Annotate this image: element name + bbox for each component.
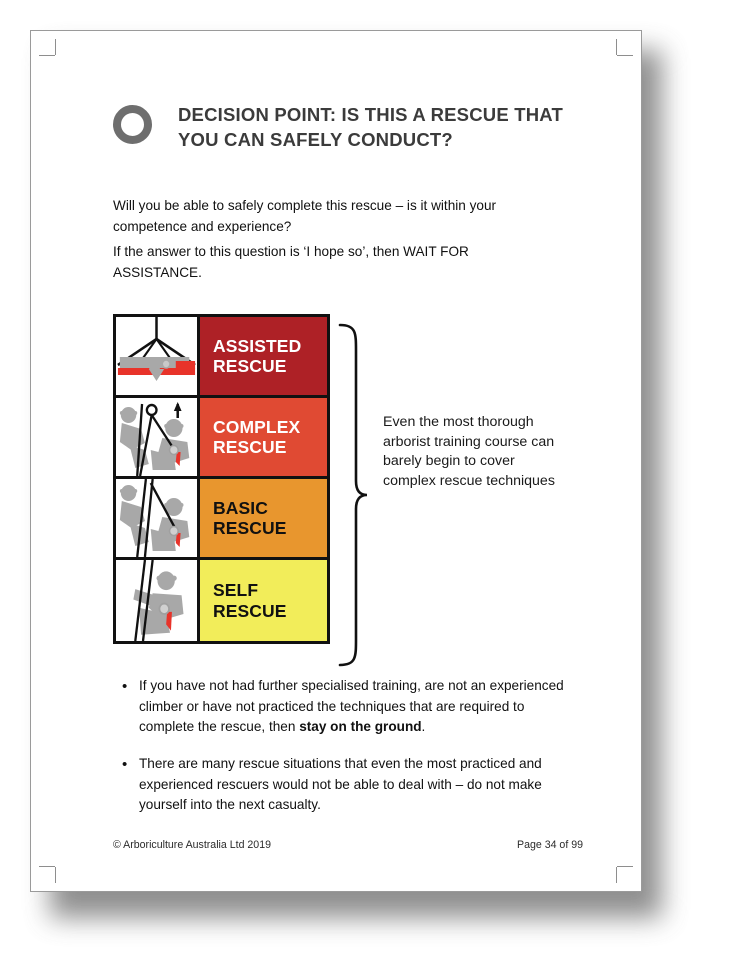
bullet-marker: • — [122, 755, 128, 773]
circle-outline-icon — [113, 105, 152, 144]
bullet-text — [139, 754, 565, 816]
tier-label-line-1: SELF — [213, 580, 259, 601]
bullet-marker: • — [122, 678, 128, 695]
bullet-text-before: If you have not had further specialised training, are not an experienced climber or have not practiced the techniques that are required to complete the rescue, then — [139, 678, 564, 735]
tier-label-basic — [200, 479, 327, 557]
tier-label-line-2: RESCUE — [213, 356, 287, 376]
tier-label-assisted — [200, 317, 327, 395]
heading-line-2: YOU CAN SAFELY CONDUCT? — [178, 128, 453, 150]
bullet-text-after: . — [421, 719, 426, 735]
tier-label-self — [200, 560, 327, 641]
intro-paragraph-2: If the answer to this question is ‘I hope so’, then WAIT FOR ASSISTANCE. — [113, 244, 469, 280]
crop-mark-top-left — [39, 39, 55, 55]
intro-paragraph-1: Will you be able to safely complete this rescue – is it within your competence and experience? — [113, 198, 497, 234]
diagram-tier-basic — [116, 479, 327, 560]
two-climbers-icon — [116, 479, 200, 557]
bullet-text — [139, 676, 565, 738]
document-page — [30, 30, 642, 892]
bullet-text-before: There are many rescue situations that even the most practiced and experienced rescuers would not be able to deal with – do not make yourself into the next casualty. — [139, 755, 542, 813]
heading-text — [178, 103, 563, 152]
crop-mark-bottom-right — [617, 867, 633, 883]
tier-label-line-2: RESCUE — [213, 518, 287, 538]
crop-mark-bottom-left — [39, 867, 55, 883]
list-item — [113, 676, 565, 738]
diagram-tier-complex — [116, 398, 327, 479]
two-climbers-hauling-icon — [116, 398, 200, 476]
bullet-list — [113, 676, 565, 832]
tier-label-complex — [200, 398, 327, 476]
bullet-text-emphasis: stay on the ground — [299, 719, 422, 735]
curly-brace-icon — [336, 321, 370, 669]
footer-page-number: Page 34 of 99 — [517, 839, 583, 851]
tier-label-line-1: BASIC — [213, 497, 268, 518]
page-heading — [113, 103, 583, 152]
tier-label-line-1: ASSISTED — [213, 335, 302, 356]
list-item — [113, 754, 565, 816]
tier-label-line-2: RESCUE — [213, 600, 287, 621]
diagram-note-text: Even the most thorough arborist training course can barely begin to cover complex rescue techniques — [383, 414, 555, 489]
rescue-level-diagram — [113, 314, 330, 644]
page-footer — [113, 839, 583, 851]
tier-label-line-2: RESCUE — [213, 437, 287, 457]
diagram-tier-self — [116, 560, 327, 641]
heading-line-1: DECISION POINT: IS THIS A RESCUE THAT — [178, 104, 563, 125]
tier-label-line-1: COMPLEX — [213, 416, 301, 437]
single-climber-icon — [116, 560, 200, 641]
footer-copyright: © Arboriculture Australia Ltd 2019 — [113, 839, 271, 851]
diagram-tier-assisted — [116, 317, 327, 398]
crop-mark-top-right — [617, 39, 633, 55]
casualty-on-stretcher-icon — [116, 317, 200, 395]
